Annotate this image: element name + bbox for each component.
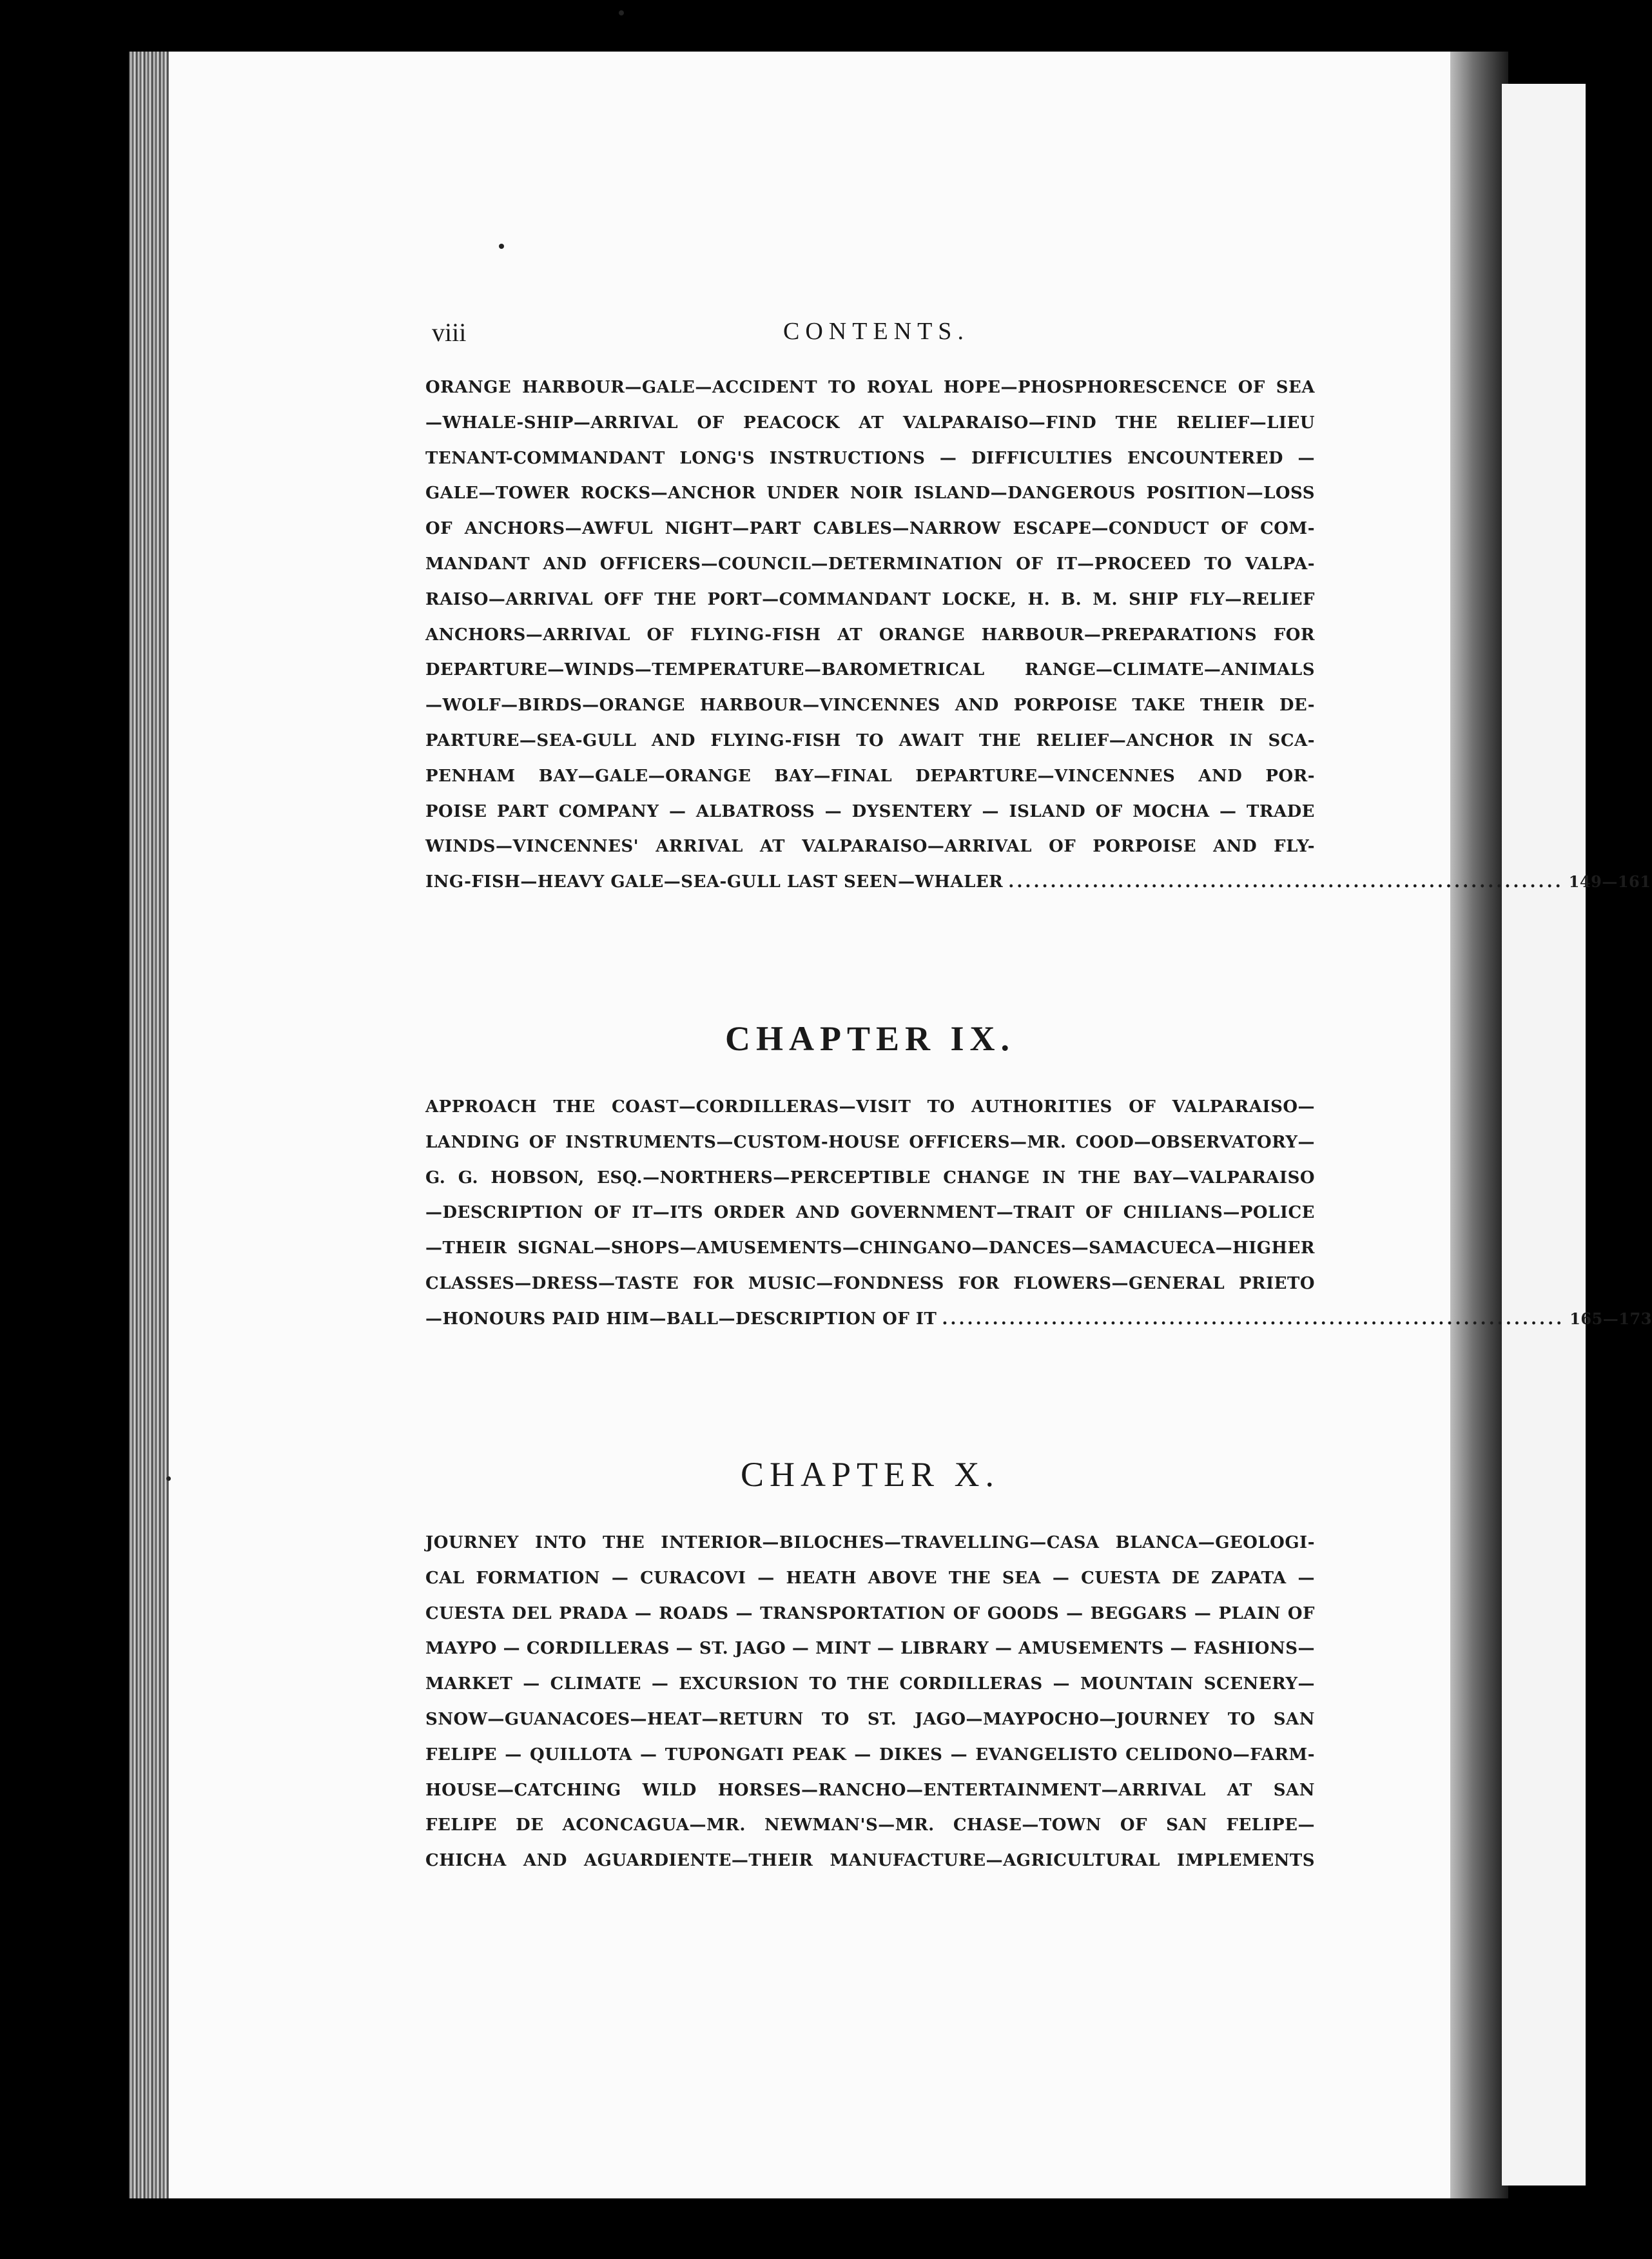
next-page-edge (1502, 84, 1586, 2186)
scan-speck (166, 1476, 171, 1481)
summary-line: SNOW—GUANACOES—HEAT—RETURN TO ST. JAGO—MAYPOCHO—JOURNEY TO SAN (425, 1709, 1315, 1729)
summary-line: DEPARTURE—WINDS—TEMPERATURE—BAROMETRICAL RANGE—CLIMATE—ANIMALS (425, 660, 1315, 680)
scan-speck (499, 244, 504, 249)
summary-line: MARKET — CLIMATE — EXCURSION TO THE CORDILLERAS — MOUNTAIN SCENERY— (425, 1674, 1315, 1694)
summary-last-line (425, 1302, 1652, 1337)
summary-line: —THEIR SIGNAL—SHOPS—AMUSEMENTS—CHINGANO—DANCES—SAMACUECA—HIGHER (425, 1238, 1315, 1258)
dot-leader: .................................................................. (1008, 872, 1564, 892)
scan-speck (619, 10, 624, 15)
summary-line: LANDING OF INSTRUMENTS—CUSTOM-HOUSE OFFICERS—MR. COOD—OBSERVATORY— (425, 1132, 1315, 1152)
summary-line: JOURNEY INTO THE INTERIOR—BILOCHES—TRAVELLING—CASA BLANCA—GEOLOGI- (425, 1533, 1315, 1552)
summary-line: TENANT-COMMANDANT LONG'S INSTRUCTIONS — DIFFICULTIES ENCOUNTERED — (425, 448, 1315, 468)
dot-leader: .......................................................................... (942, 1309, 1565, 1329)
summary-last-line (425, 865, 1651, 900)
summary-line: —WHALE-SHIP—ARRIVAL OF PEACOCK AT VALPARAISO—FIND THE RELIEF—LIEU (425, 413, 1315, 433)
summary-line: RAISO—ARRIVAL OFF THE PORT—COMMANDANT LOCKE, H. B. M. SHIP FLY—RELIEF (425, 589, 1315, 609)
summary-line: G. G. HOBSON, ESQ.—NORTHERS—PERCEPTIBLE CHANGE IN THE BAY—VALPARAISO (425, 1168, 1315, 1188)
summary-line: APPROACH THE COAST—CORDILLERAS—VISIT TO AUTHORITIES OF VALPARAISO— (425, 1097, 1315, 1117)
summary-line: HOUSE—CATCHING WILD HORSES—RANCHO—ENTERTAINMENT—ARRIVAL AT SAN (425, 1780, 1315, 1800)
summary-line: CUESTA DEL PRADA — ROADS — TRANSPORTATION OF GOODS — BEGGARS — PLAIN OF (425, 1603, 1315, 1623)
contents-title: CONTENTS. (783, 318, 969, 345)
page-number: viii (432, 318, 467, 347)
summary-line: FELIPE DE ACONCAGUA—MR. NEWMAN'S—MR. CHASE—TOWN OF SAN FELIPE— (425, 1815, 1315, 1835)
page-range: 149—161 (1568, 872, 1651, 892)
chapter-ix-summary (425, 1090, 1652, 1337)
summary-line-text: —HONOURS PAID HIM—BALL—DESCRIPTION OF IT (425, 1309, 937, 1329)
summary-line: ANCHORS—ARRIVAL OF FLYING-FISH AT ORANGE HARBOUR—PREPARATIONS FOR (425, 625, 1315, 645)
summary-line: CHICHA AND AGUARDIENTE—THEIR MANUFACTURE—AGRICULTURAL IMPLEMENTS (425, 1851, 1315, 1871)
summary-line-text: ING-FISH—HEAVY GALE—SEA-GULL LAST SEEN—WHALER (425, 872, 1004, 892)
chapter-x-heading: CHAPTER X. (740, 1455, 1000, 1494)
chapter-ix-heading: CHAPTER IX. (724, 1019, 1016, 1058)
summary-line: WINDS—VINCENNES' ARRIVAL AT VALPARAISO—ARRIVAL OF PORPOISE AND FLY- (425, 837, 1315, 857)
book-spine-edge (129, 52, 173, 2198)
summary-line: ORANGE HARBOUR—GALE—ACCIDENT TO ROYAL HOPE—PHOSPHORESCENCE OF SEA (425, 378, 1315, 397)
summary-line: CLASSES—DRESS—TASTE FOR MUSIC—FONDNESS FOR FLOWERS—GENERAL PRIETO (425, 1273, 1315, 1293)
summary-line: PENHAM BAY—GALE—ORANGE BAY—FINAL DEPARTURE—VINCENNES AND POR- (425, 766, 1315, 786)
summary-line: POISE PART COMPANY — ALBATROSS — DYSENTERY — ISLAND OF MOCHA — TRADE (425, 801, 1315, 821)
chapter-x-summary (425, 1525, 1315, 1879)
chapter-viii-summary (425, 370, 1651, 900)
gutter-shadow (1450, 52, 1508, 2198)
summary-line: MANDANT AND OFFICERS—COUNCIL—DETERMINATION OF IT—PROCEED TO VALPA- (425, 554, 1315, 574)
summary-line: MAYPO — CORDILLERAS — ST. JAGO — MINT — LIBRARY — AMUSEMENTS — FASHIONS— (425, 1639, 1315, 1659)
summary-line: GALE—TOWER ROCKS—ANCHOR UNDER NOIR ISLAND—DANGEROUS POSITION—LOSS (425, 484, 1315, 504)
summary-line: —WOLF—BIRDS—ORANGE HARBOUR—VINCENNES AND PORPOISE TAKE THEIR DE- (425, 696, 1315, 716)
summary-line: CAL FORMATION — CURACOVI — HEATH ABOVE THE SEA — CUESTA DE ZAPATA — (425, 1568, 1315, 1588)
summary-line: —DESCRIPTION OF IT—ITS ORDER AND GOVERNMENT—TRAIT OF CHILIANS—POLICE (425, 1203, 1315, 1223)
summary-line: OF ANCHORS—AWFUL NIGHT—PART CABLES—NARROW ESCAPE—CONDUCT OF COM- (425, 519, 1315, 539)
page-range: 165—173 (1569, 1309, 1652, 1328)
summary-line: FELIPE — QUILLOTA — TUPONGATI PEAK — DIKES — EVANGELISTO CELIDONO—FARM- (425, 1745, 1315, 1765)
running-head (432, 317, 1315, 349)
summary-line: PARTURE—SEA-GULL AND FLYING-FISH TO AWAIT THE RELIEF—ANCHOR IN SCA- (425, 730, 1315, 750)
